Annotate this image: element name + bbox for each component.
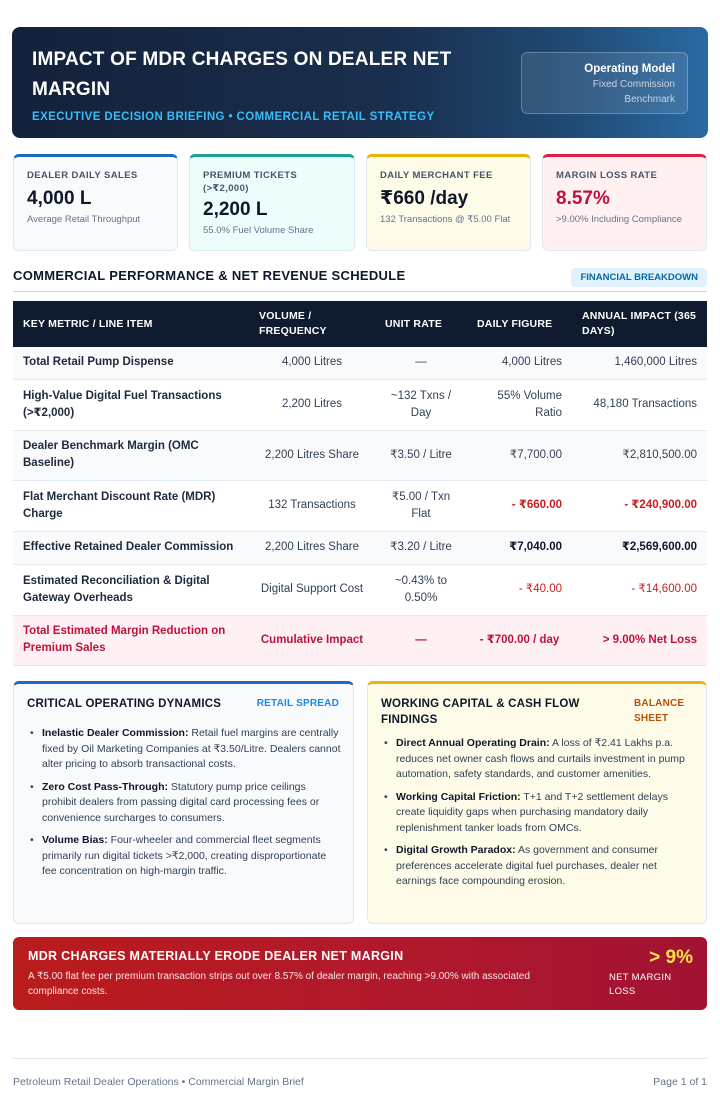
kpi-sub: Average Retail Throughput bbox=[27, 214, 141, 225]
column-header: VOLUME / FREQUENCY bbox=[249, 301, 375, 347]
table-cell: - ₹14,600.00 bbox=[572, 564, 707, 615]
list-item bbox=[29, 833, 341, 880]
kpi-card-daily-sales bbox=[13, 154, 178, 251]
list-item bbox=[29, 780, 341, 827]
kpi-card-margin-loss bbox=[542, 154, 707, 251]
table-header-row bbox=[13, 301, 707, 347]
panel-header bbox=[27, 696, 341, 726]
list-item bbox=[383, 843, 694, 890]
page-number: Page 1 of 1 bbox=[653, 1076, 707, 1088]
table-cell: - ₹240,900.00 bbox=[572, 480, 707, 531]
list-item bbox=[383, 736, 694, 783]
table-cell: 132 Transactions bbox=[249, 480, 375, 531]
table-cell: Total Retail Pump Dispense bbox=[13, 347, 249, 379]
table-row bbox=[13, 531, 707, 564]
item-text: A loss of ₹2.41 Lakhs p.a. reduces net owner cash flows and curtails investment in pump automation, safety standards, and customer amenities. bbox=[396, 737, 685, 780]
page-subtitle: EXECUTIVE DECISION BRIEFING • COMMERCIAL RETAIL STRATEGY bbox=[32, 111, 435, 123]
panel-title: CRITICAL OPERATING DYNAMICS bbox=[27, 698, 222, 710]
kpi-label: PREMIUM TICKETS (>₹2,000) bbox=[203, 170, 298, 194]
item-text: Retail fuel margins are centrally fixed by Oil Marketing Companies at ₹3.50/Litre. Dealers cannot alter pricing to absorb transactional costs. bbox=[42, 727, 341, 770]
kpi-value: ₹660 /day bbox=[380, 188, 469, 209]
table-cell: 2,200 Litres bbox=[249, 379, 375, 430]
table-cell: 1,460,000 Litres bbox=[572, 347, 707, 379]
item-head: Inelastic Dealer Commission: bbox=[42, 727, 189, 739]
item-head: Zero Cost Pass-Through: bbox=[42, 780, 169, 793]
table-cell: — bbox=[375, 347, 467, 379]
capital-list bbox=[383, 736, 694, 890]
table-cell: 4,000 Litres bbox=[467, 347, 572, 379]
item-head: Direct Annual Operating Drain: bbox=[396, 737, 550, 749]
table-cell: ₹7,040.00 bbox=[467, 531, 572, 564]
kpi-card-premium-tickets bbox=[189, 154, 355, 251]
footer-divider bbox=[13, 1058, 707, 1059]
table-cell: ₹2,569,600.00 bbox=[572, 531, 707, 564]
table-cell: ₹3.50 / Litre bbox=[375, 430, 467, 480]
item-text: As government and consumer preferences accelerate digital fuel purchases, dealer net earnings face compounding erosion. bbox=[396, 844, 659, 887]
panel-title: WORKING CAPITAL & CASH FLOW FINDINGS bbox=[381, 698, 580, 726]
footer-left-text: Petroleum Retail Dealer Operations • Commercial Margin Brief bbox=[13, 1076, 304, 1088]
financial-breakdown-badge: FINANCIAL BREAKDOWN bbox=[571, 268, 707, 287]
list-item bbox=[383, 790, 694, 837]
table-cell: Total Estimated Margin Reduction on Premium Sales bbox=[13, 615, 249, 665]
conclusion-alert-banner bbox=[13, 937, 707, 1010]
table-cell: - ₹40.00 bbox=[467, 564, 572, 615]
item-head: Working Capital Friction: bbox=[396, 790, 521, 803]
kpi-value: 4,000 L bbox=[27, 188, 92, 209]
table-row bbox=[13, 564, 707, 615]
kpi-label: DEALER DAILY SALES bbox=[27, 170, 138, 181]
table-cell: ₹3.20 / Litre bbox=[375, 531, 467, 564]
kpi-card-merchant-fee bbox=[366, 154, 531, 251]
table-total-row bbox=[13, 615, 707, 665]
kpi-label: MARGIN LOSS RATE bbox=[556, 170, 658, 181]
alert-caption: NET MARGIN LOSS bbox=[609, 972, 672, 997]
table-cell: Cumulative Impact bbox=[249, 615, 375, 665]
section-divider bbox=[13, 291, 707, 292]
table-cell: > 9.00% Net Loss bbox=[572, 615, 707, 665]
table-cell: 55% Volume Ratio bbox=[467, 379, 572, 430]
table-cell: ~0.43% to 0.50% bbox=[375, 564, 467, 615]
table-cell: 2,200 Litres Share bbox=[249, 531, 375, 564]
kpi-sub: 132 Transactions @ ₹5.00 Flat bbox=[380, 214, 511, 225]
alert-big-figure: > 9% bbox=[649, 947, 693, 968]
table-cell: ₹2,810,500.00 bbox=[572, 430, 707, 480]
table-cell: High-Value Digital Fuel Transactions (>₹2,000) bbox=[13, 379, 249, 430]
table-cell: 4,000 Litres bbox=[249, 347, 375, 379]
table-cell: 48,180 Transactions bbox=[572, 379, 707, 430]
table-cell: ₹5.00 / Txn Flat bbox=[375, 480, 467, 531]
table-row bbox=[13, 347, 707, 379]
column-header: ANNUAL IMPACT (365 DAYS) bbox=[572, 301, 707, 347]
kpi-sub: 55.0% Fuel Volume Share bbox=[203, 225, 314, 236]
item-head: Volume Bias: bbox=[42, 834, 108, 846]
table-cell: Digital Support Cost bbox=[249, 564, 375, 615]
table-cell: - ₹660.00 bbox=[467, 480, 572, 531]
table-cell: Dealer Benchmark Margin (OMC Baseline) bbox=[13, 430, 249, 480]
kpi-value: 8.57% bbox=[556, 188, 610, 209]
panel-header bbox=[381, 696, 694, 736]
table-cell: - ₹700.00 / day bbox=[467, 615, 572, 665]
list-item bbox=[29, 726, 341, 773]
kpi-value: 2,200 L bbox=[203, 199, 268, 220]
alert-title: MDR CHARGES MATERIALLY ERODE DEALER NET MARGIN bbox=[28, 949, 404, 963]
column-header: UNIT RATE bbox=[375, 301, 467, 347]
working-capital-panel bbox=[367, 681, 707, 924]
balance-sheet-tag: BALANCE SHEET bbox=[634, 698, 685, 724]
operating-model-box bbox=[521, 52, 688, 114]
table-cell: ~132 Txns / Day bbox=[375, 379, 467, 430]
page-title: IMPACT OF MDR CHARGES ON DEALER NET MARGIN bbox=[32, 49, 452, 100]
table-row bbox=[13, 430, 707, 480]
table-cell: Estimated Reconciliation & Digital Gateway Overheads bbox=[13, 564, 249, 615]
table-cell: 2,200 Litres Share bbox=[249, 430, 375, 480]
dynamics-list bbox=[29, 726, 341, 880]
operating-model-title: Operating Model bbox=[584, 63, 675, 75]
table-cell: ₹7,700.00 bbox=[467, 430, 572, 480]
retail-spread-tag: RETAIL SPREAD bbox=[256, 698, 339, 709]
item-head: Digital Growth Paradox: bbox=[396, 844, 516, 856]
table-row bbox=[13, 480, 707, 531]
alert-text: A ₹5.00 flat fee per premium transaction strips out over 8.57% of dealer margin, reaching >9.00% with associated compliance costs. bbox=[28, 971, 530, 997]
item-text: Four-wheeler and commercial fleet segments primarily run digital tickets >₹2,000, creating disproportionate fee concentration on high-margin traffic. bbox=[42, 834, 327, 877]
revenue-schedule-table bbox=[13, 301, 707, 666]
table-cell: — bbox=[375, 615, 467, 665]
section-title: COMMERCIAL PERFORMANCE & NET REVENUE SCHEDULE bbox=[13, 268, 406, 283]
column-header: DAILY FIGURE bbox=[467, 301, 572, 347]
kpi-sub: >9.00% Including Compliance bbox=[556, 214, 682, 225]
operating-model-line2: Benchmark bbox=[624, 94, 675, 105]
kpi-label: DAILY MERCHANT FEE bbox=[380, 170, 493, 181]
item-text: Statutory pump price ceilings prohibit dealers from passing digital card processing fees or convenience surcharges to consumers. bbox=[42, 780, 320, 824]
operating-model-line1: Fixed Commission bbox=[592, 79, 675, 90]
item-text: T+1 and T+2 settlement delays create liquidity gaps when purchasing mandatory daily replenishment tanker loads from OMCs. bbox=[396, 790, 668, 834]
header-banner bbox=[12, 27, 708, 138]
operating-dynamics-panel bbox=[13, 681, 354, 924]
column-header: KEY METRIC / LINE ITEM bbox=[13, 301, 249, 347]
table-cell: Effective Retained Dealer Commission bbox=[13, 531, 249, 564]
table-cell: Flat Merchant Discount Rate (MDR) Charge bbox=[13, 480, 249, 531]
table-row bbox=[13, 379, 707, 430]
